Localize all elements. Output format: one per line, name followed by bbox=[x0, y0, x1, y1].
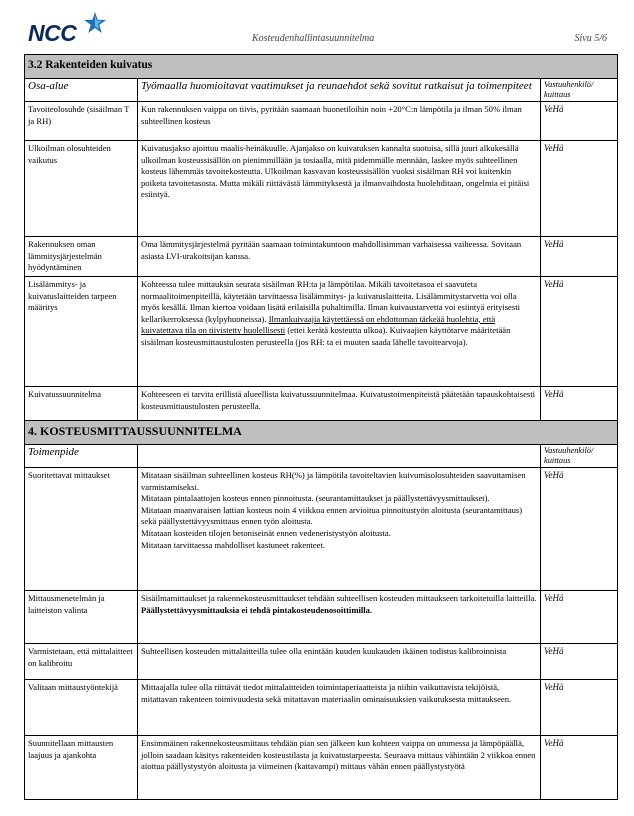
section-title: 3.2 Rakenteiden kuivatus bbox=[25, 55, 618, 79]
row-responsible: VeHä bbox=[541, 237, 618, 277]
page-number: Sivu 5/6 bbox=[574, 33, 607, 44]
column-header-action: Toimenpide bbox=[25, 445, 138, 468]
table-row bbox=[25, 277, 618, 387]
column-header-row bbox=[25, 445, 618, 468]
row-text-part: Sisäilmamittaukset ja rakennekosteusmittaukset tehdään suhteellisen kosteuden mittaukseen tarkoitetuilla laitteilla. bbox=[141, 593, 537, 603]
table-row bbox=[25, 468, 618, 591]
row-text: Mittaajalla tulee olla riittävät tiedot mittalaitteiden toimintaperiaatteista ja niihin vaikuttavista tekijöistä, mitattavan rakenteen toimivuudesta sekä mitattavan materiaalin ominaisuuksien vaikutuksesta mittaukseen. bbox=[138, 680, 541, 736]
row-responsible: VeHä bbox=[541, 141, 618, 237]
row-responsible: VeHä bbox=[541, 680, 618, 736]
row-responsible: VeHä bbox=[541, 387, 618, 421]
column-header-responsible: Vastuuhenkilö/ kuittaus bbox=[541, 445, 618, 468]
star-icon bbox=[84, 12, 106, 34]
row-area: Rakennuksen oman lämmitysjärjestelmän hyödyntäminen bbox=[25, 237, 138, 277]
section-title: 4. KOSTEUSMITTAUSSUUNNITELMA bbox=[25, 421, 618, 445]
row-responsible: VeHä bbox=[541, 591, 618, 644]
column-header-area: Osa-alue bbox=[25, 79, 138, 102]
row-text bbox=[138, 591, 541, 644]
row-area: Tavoiteolosuhde (sisäilman T ja RH) bbox=[25, 102, 138, 141]
row-text-underlined: Ilmankuivaajia käytettäessä on ehdottoman tärkeää huolehtia, että kuivatettava tila on tiivistetty huolellisesti bbox=[141, 313, 496, 336]
row-area: Lisälämmitys- ja kuivatuslaitteiden tarpeen määritys bbox=[25, 277, 138, 387]
row-text-part: Kohteessa tulee mittauksin seurata sisäilman RH:ta ja lämpötilaa. Mikäli tavoitetasoa ei saavuteta normaalitoimenpiteillä, käytetään tarvittaessa lisälämmitys- ja kuivatuslaitteita. Lisälämmitystarvetta voi olla myös kesällä. Ilman kiertoa voidaan lisätä erilaisilla puhaltimilla. Ilman kuivaustarvetta voi esiintyä erityisesti kellarikerroksessa (kylpyhuoneissa). bbox=[141, 279, 520, 324]
row-text: Kohteeseen ei tarvita erillistä alueellista kuivatussuunnitelmaa. Kuivatustoimenpiteistä päätetään tapauskohtaisesti kosteusmittaustulosten perusteella. bbox=[138, 387, 541, 421]
table-row bbox=[25, 237, 618, 277]
row-text-line: Mitataan kosteiden tilojen betoniseinät ennen vedeneristystyön aloitusta. bbox=[141, 527, 391, 538]
row-area: Kuivatussuunnitelma bbox=[25, 387, 138, 421]
moisture-plan-table bbox=[24, 54, 618, 800]
section-header-row bbox=[25, 55, 618, 79]
column-header-empty bbox=[138, 445, 541, 468]
row-text: Suhteellisen kosteuden mittalaitteilla tulee olla enintään kuuden kuukauden ikäinen todistus kalibroinnista bbox=[138, 644, 541, 680]
table-row bbox=[25, 141, 618, 237]
table-row bbox=[25, 736, 618, 800]
table-row bbox=[25, 387, 618, 421]
row-text-line: Mitataan sisäilman suhteellinen kosteus RH(%) ja lämpötila tavoiteltavien kuivumisolosuhteiden saavuttamisen varmistamiseksi. bbox=[141, 470, 526, 492]
document-title: Kosteudenhallintasuunnitelma bbox=[252, 33, 375, 44]
column-header-row bbox=[25, 79, 618, 102]
row-area: Valitaan mittaustyöntekijä bbox=[25, 680, 138, 736]
row-text bbox=[138, 277, 541, 387]
column-header-responsible: Vastuuhenkilö/ kuittaus bbox=[541, 79, 618, 102]
table-row bbox=[25, 591, 618, 644]
row-area: Mittausmenetelmän ja laitteiston valinta bbox=[25, 591, 138, 644]
column-header-requirements: Työmaalla huomioitavat vaatimukset ja reunaehdot sekä sovitut ratkaisut ja toimenpiteet bbox=[138, 79, 541, 102]
row-text bbox=[138, 468, 541, 591]
page-header bbox=[0, 0, 634, 54]
row-responsible: VeHä bbox=[541, 468, 618, 591]
row-area: Suunnitellaan mittausten laajuus ja ajankohta bbox=[25, 736, 138, 800]
row-responsible: VeHä bbox=[541, 736, 618, 800]
row-area: Varmistetaan, että mittalaitteet on kalibroitu bbox=[25, 644, 138, 680]
row-text-part: (ettei kerätä kosteutta ulkoa). Kuivaajien käyttötarve määritetään sisäilman kosteusmittaustulosten perusteella (jos RH: ta ei muuten saada lähelle tavoitearvoja). bbox=[141, 325, 511, 347]
row-text: Kun rakennuksen vaippa on tiivis, pyritään saamaan huonetiloihin noin +20°C:n lämpötila ja ilman 50% ilman suhteellinen kosteus bbox=[138, 102, 541, 141]
row-text: Ensimmäinen rakennekosteusmittaus tehdään pian sen jälkeen kun kohteen vaippa on ummessa ja lämpöpäällä, jolloin saadaan käsitys rakenteiden kosteustilasta ja kuivatustarpeesta. Seuraava mittaus vähintään 2 viikkoa ennen aiottua päällystystyön aloitusta ja viimeinen (kattavampi) mittaus vähän ennen päällystystyötä bbox=[138, 736, 541, 800]
row-text-line: Mitataan maanvaraisen lattian kosteus noin 4 viikkoa ennen arvioitua pinnoitustyön aloitusta (seurantamittaus) sekä päällystettävyysmittaus ennen työn aloitusta. bbox=[141, 504, 523, 527]
row-area: Ulkoilman olosuhteiden vaikutus bbox=[25, 141, 138, 237]
row-text-line: Mitataan pintalaattojen kosteus ennen pinnoitusta. (seurantamittaukset ja päällystettävyysmittaukset). bbox=[141, 493, 490, 504]
table-row bbox=[25, 102, 618, 141]
logo-text: NCC bbox=[28, 20, 77, 46]
row-area: Suoritettavat mittaukset bbox=[25, 468, 138, 591]
table-row bbox=[25, 680, 618, 736]
row-text: Oma lämmitysjärjestelmä pyritään saamaan toimintakuntoon mahdollisimman varhaisessa vaiheessa. Sovitaan asiasta LVI-urakoitsijan kanssa. bbox=[138, 237, 541, 277]
row-text-bold: Päällystettävyysmittauksia ei tehdä pintakosteudenosoittimilla. bbox=[141, 604, 373, 615]
row-text-line: Mitataan tarvittaessa mahdolliset kastuneet rakenteet. bbox=[141, 539, 325, 550]
row-text: Kuivatusjakso ajoittuu maalis-heinäkuulle. Ajanjakso on kuivatuksen kannalta suotuisa, sillä juuri alkukesällä ulkoilman kosteussisällön on pienimmillään ja tosiaalla, mitä pidemmälle mennään, laskee myös suhteellinen kosteus lähemmäs tavoitekosteutta. Ulkoilman kasvavan kosteussisällön vuoksi sisäilman RH voi kuitenkin poiketa tavoitetasosta. Mutta mikäli riittävästä lämmityksestä ja ilmanvaihdosta huolehditaan, ongelmia ei pitäisi esiintyä. bbox=[138, 141, 541, 237]
row-responsible: VeHä bbox=[541, 644, 618, 680]
ncc-logo bbox=[28, 16, 106, 46]
row-responsible: VeHä bbox=[541, 277, 618, 387]
section-header-row bbox=[25, 421, 618, 445]
table-row bbox=[25, 644, 618, 680]
row-responsible: VeHä bbox=[541, 102, 618, 141]
